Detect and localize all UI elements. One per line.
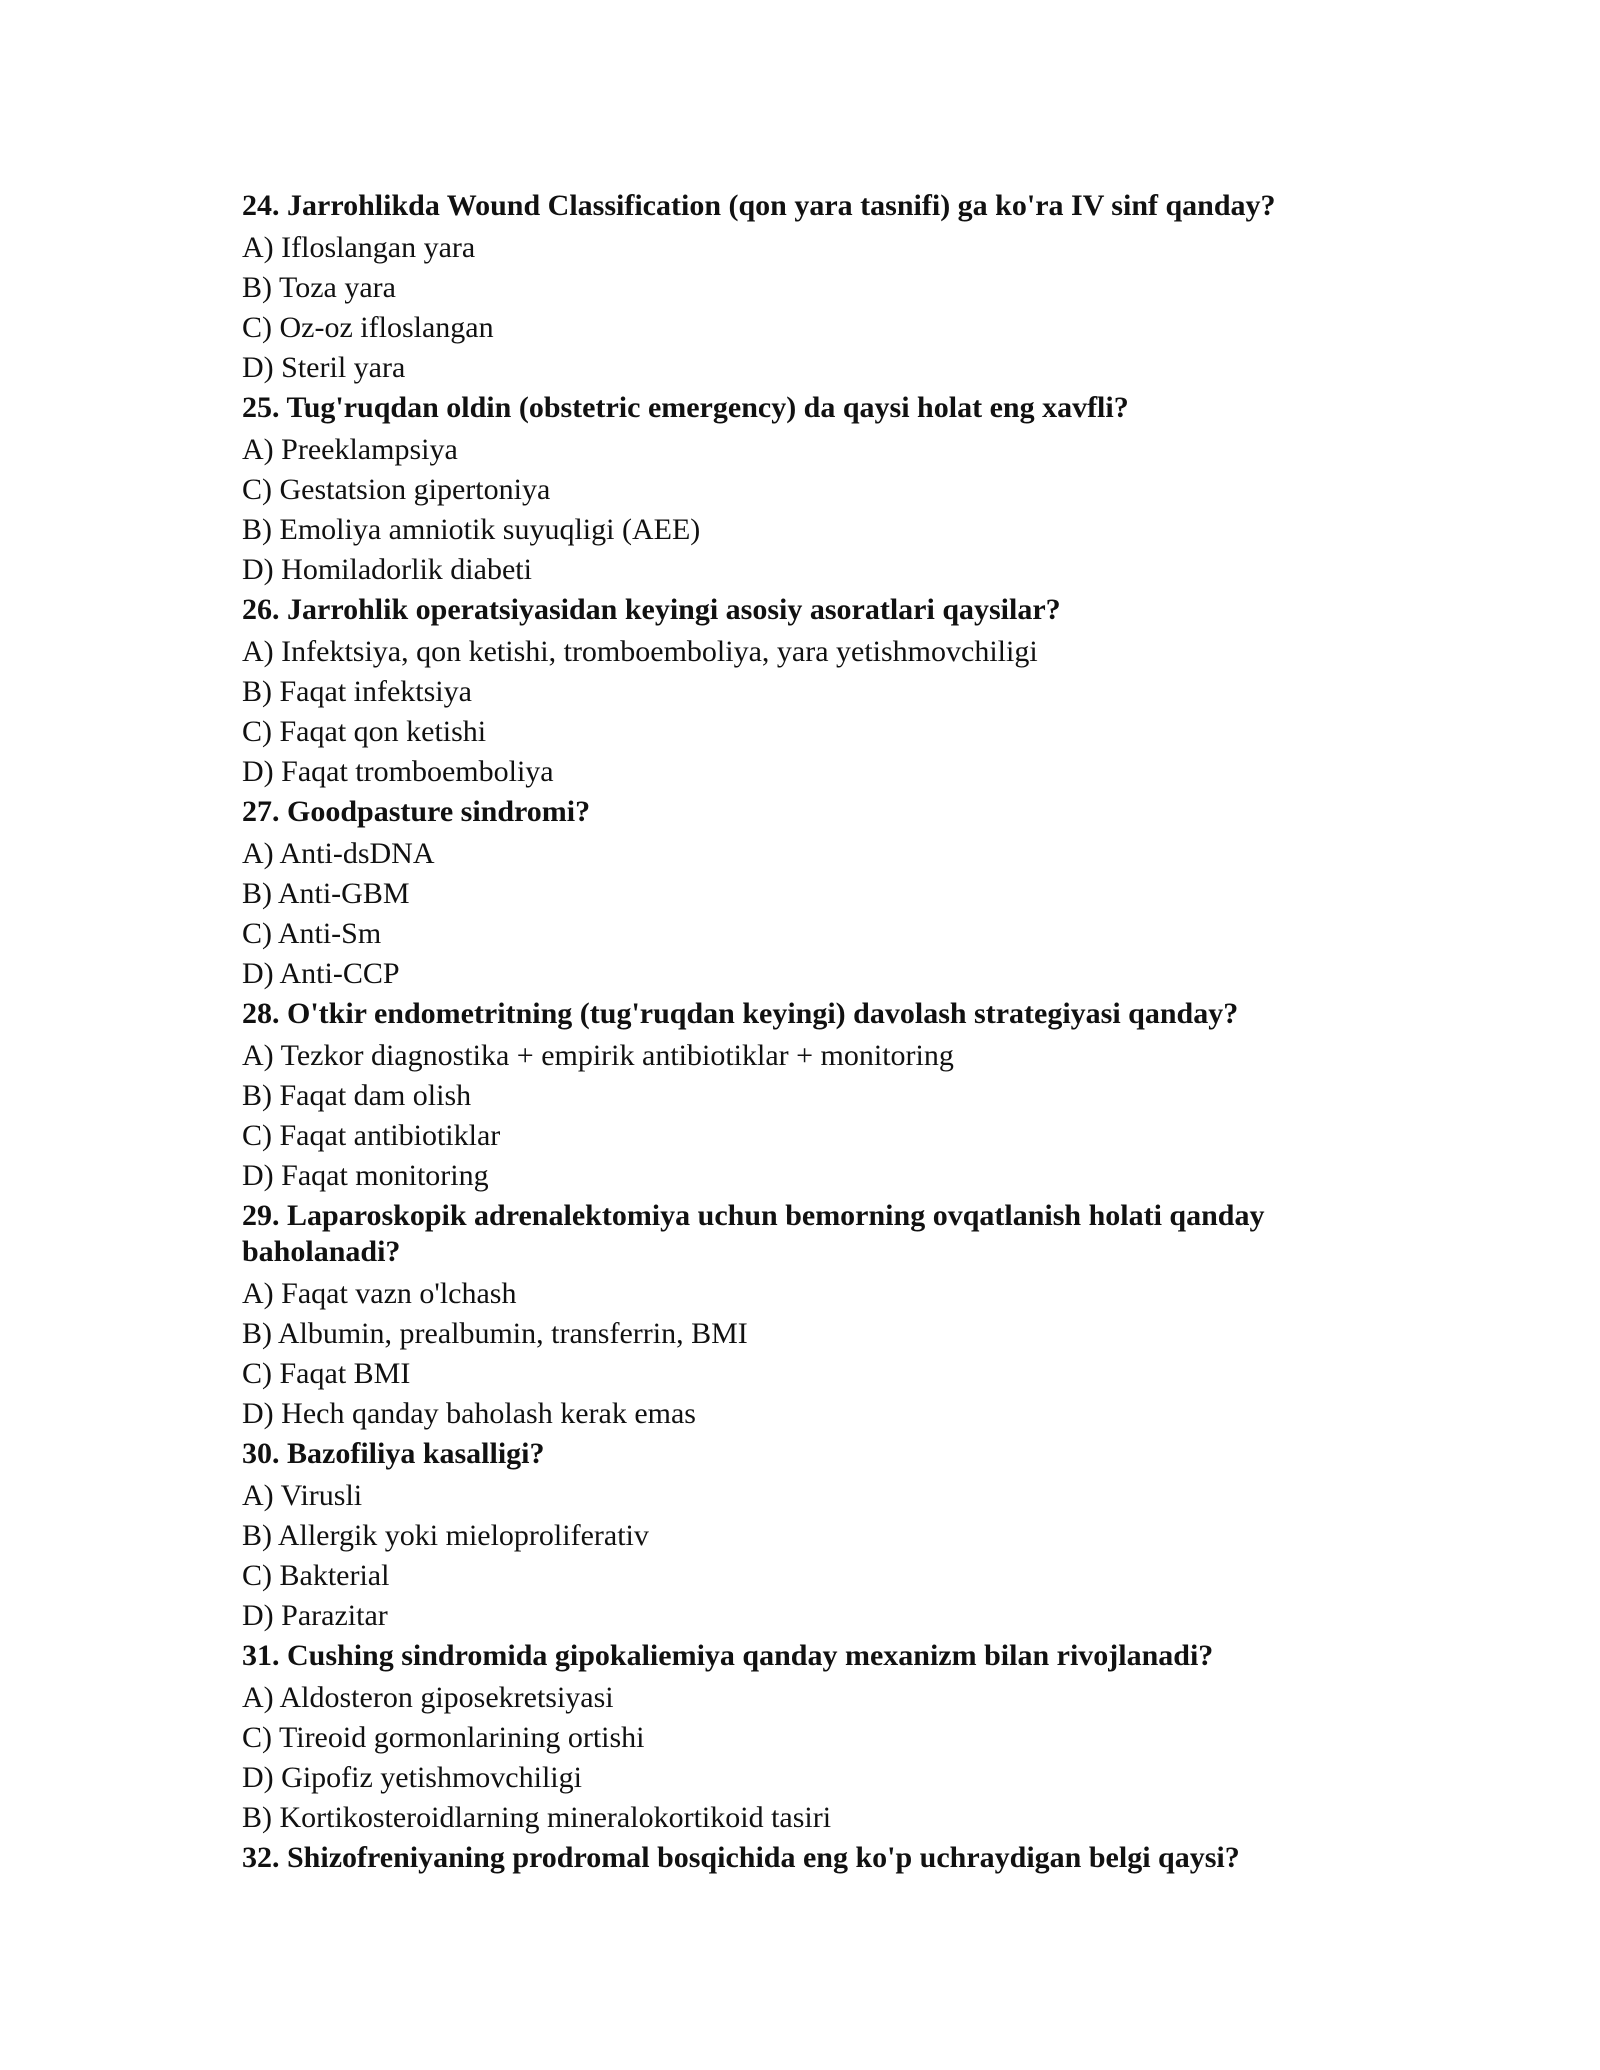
answer-option: B) Albumin, prealbumin, transferrin, BMI [242,1317,748,1350]
question-26 [242,592,1382,792]
answer-option: D) Homiladorlik diabeti [242,553,532,586]
answer-option: D) Parazitar [242,1599,388,1632]
answer-options [242,1274,1382,1434]
answer-option: B) Emoliya amniotik suyuqligi (AEE) [242,513,701,546]
question-title: 25. Tug'ruqdan oldin (obstetric emergency) da qaysi holat eng xavfli? [242,391,1129,424]
answer-option: A) Tezkor diagnostika + empirik antibiotiklar + monitoring [242,1039,954,1072]
answer-option: D) Faqat tromboemboliya [242,755,554,788]
answer-option: D) Anti-CCP [242,957,400,990]
question-title: 27. Goodpasture sindromi? [242,795,591,828]
answer-option: A) Virusli [242,1479,363,1512]
answer-option: C) Gestatsion gipertoniya [242,473,551,506]
question-title: 32. Shizofreniyaning prodromal bosqichida eng ko'p uchraydigan belgi qaysi? [242,1841,1240,1874]
answer-option: A) Preeklampsiya [242,433,458,466]
answer-option: C) Oz-oz ifloslangan [242,311,494,344]
answer-option: D) Gipofiz yetishmovchiligi [242,1761,582,1794]
question-32 [242,1840,1382,1876]
question-25 [242,390,1382,590]
question-24 [242,188,1382,388]
answer-option: B) Allergik yoki mieloproliferativ [242,1519,649,1552]
question-30 [242,1436,1382,1636]
question-title: 31. Cushing sindromida gipokaliemiya qanday mexanizm bilan rivojlanadi? [242,1639,1214,1672]
answer-options [242,1678,1382,1838]
answer-options [242,430,1382,590]
answer-option: A) Ifloslangan yara [242,231,476,264]
question-title: 30. Bazofiliya kasalligi? [242,1437,545,1470]
answer-option: B) Anti-GBM [242,877,410,910]
question-title: 28. O'tkir endometritning (tug'ruqdan keyingi) davolash strategiyasi qanday? [242,997,1239,1030]
answer-option: B) Faqat infektsiya [242,675,472,708]
answer-option: D) Hech qanday baholash kerak emas [242,1397,696,1430]
question-31 [242,1638,1382,1838]
answer-option: A) Anti-dsDNA [242,837,435,870]
answer-option: A) Aldosteron giposekretsiyasi [242,1681,614,1714]
answer-option: C) Anti-Sm [242,917,382,950]
answer-options [242,1036,1382,1196]
answer-option: C) Faqat antibiotiklar [242,1119,501,1152]
answer-option: B) Faqat dam olish [242,1079,472,1112]
question-28 [242,996,1382,1196]
answer-options [242,632,1382,792]
answer-options [242,228,1382,388]
answer-option: D) Steril yara [242,351,406,384]
question-title: 29. Laparoskopik adrenalektomiya uchun bemorning ovqatlanish holati qanday baholanadi? [242,1199,1265,1268]
answer-option: B) Toza yara [242,271,396,304]
answer-option: C) Faqat BMI [242,1357,411,1390]
question-title: 26. Jarrohlik operatsiyasidan keyingi asosiy asoratlari qaysilar? [242,593,1061,626]
answer-option: C) Faqat qon ketishi [242,715,487,748]
answer-options [242,834,1382,994]
answer-option: C) Tireoid gormonlarining ortishi [242,1721,645,1754]
document-page [242,188,1382,1880]
answer-options [242,1476,1382,1636]
question-title: 24. Jarrohlikda Wound Classification (qon yara tasnifi) ga ko'ra IV sinf qanday? [242,189,1276,222]
answer-option: A) Infektsiya, qon ketishi, tromboemboliya, yara yetishmovchiligi [242,635,1038,668]
answer-option: C) Bakterial [242,1559,390,1592]
answer-option: D) Faqat monitoring [242,1159,489,1192]
answer-option: B) Kortikosteroidlarning mineralokortikoid tasiri [242,1801,832,1834]
question-27 [242,794,1382,994]
question-29 [242,1198,1382,1434]
answer-option: A) Faqat vazn o'lchash [242,1277,517,1310]
